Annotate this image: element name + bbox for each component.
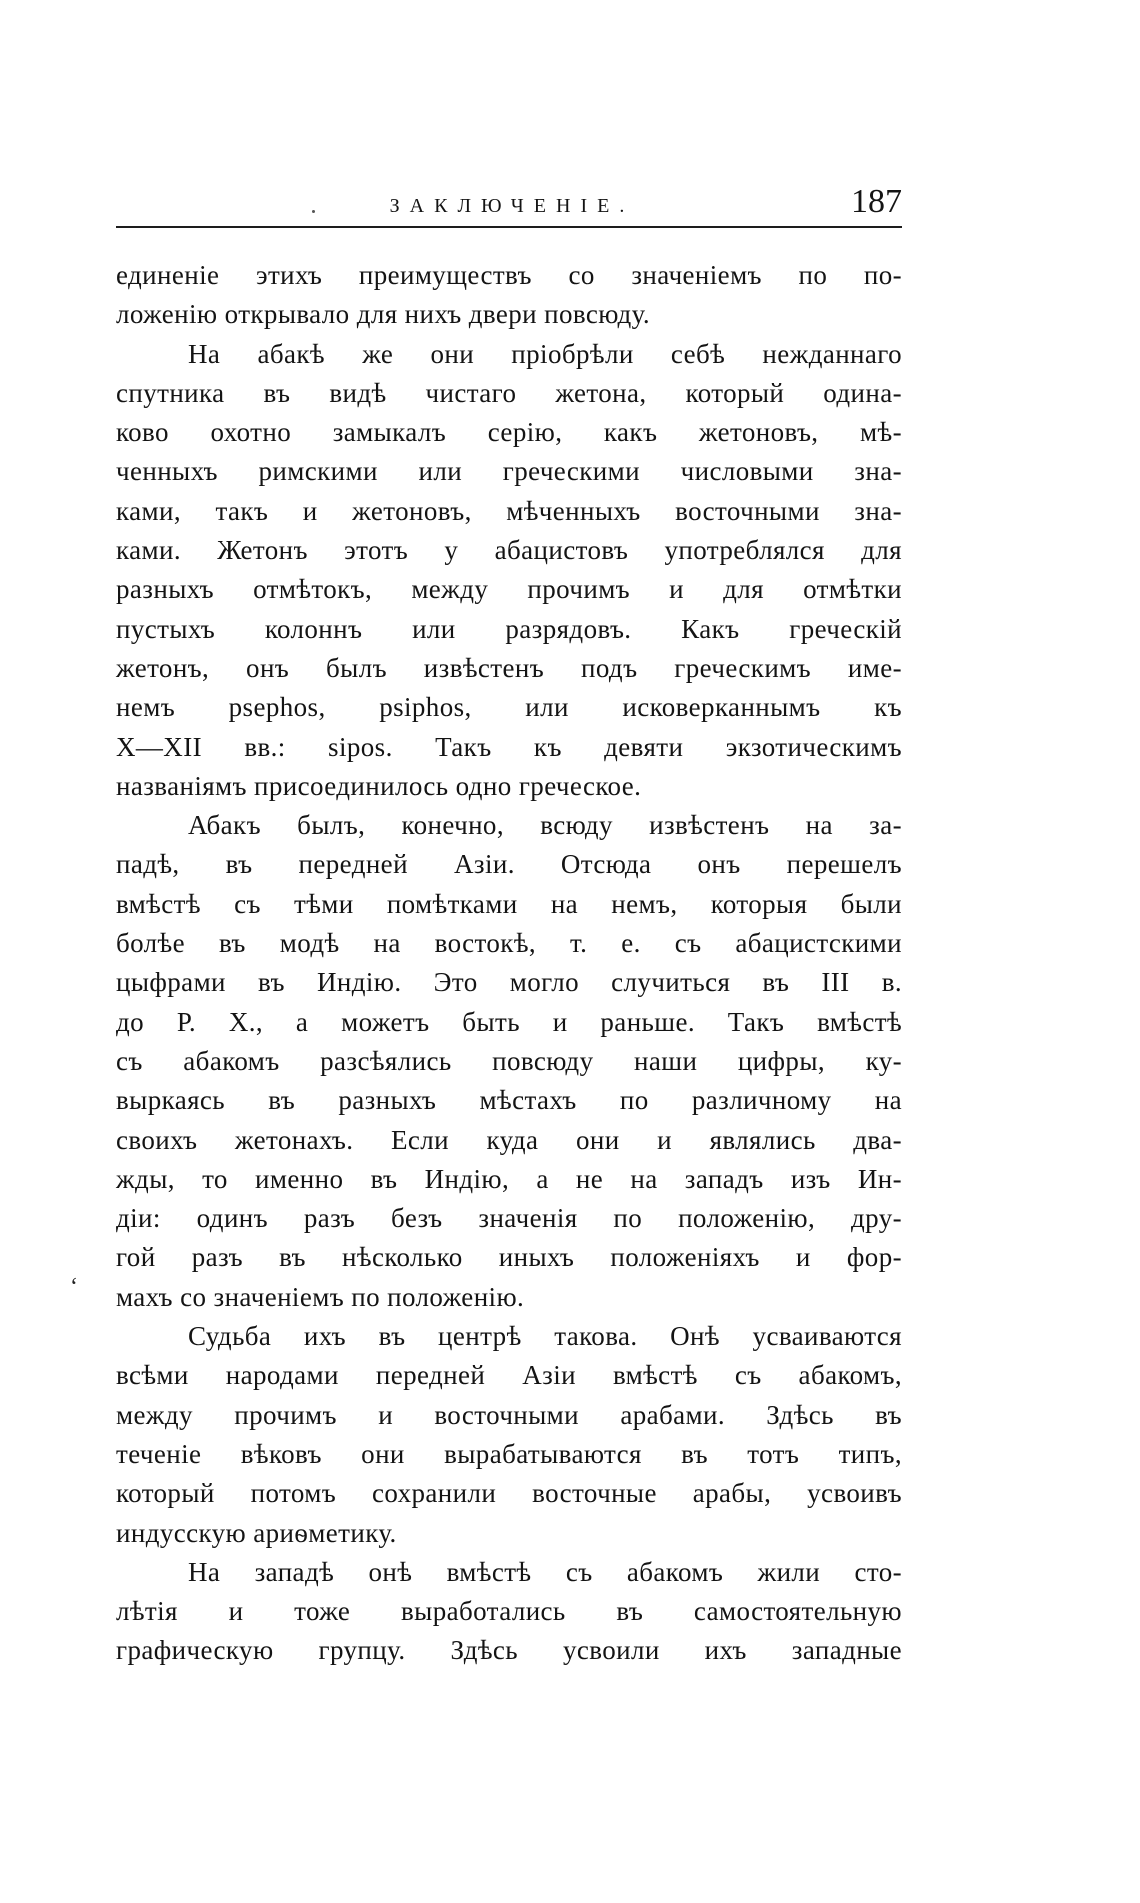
running-title: ЗАКЛЮЧЕНІЕ. xyxy=(389,195,635,217)
paragraph-2 xyxy=(116,335,902,807)
paragraph-4 xyxy=(116,1317,902,1553)
paragraph-3 xyxy=(116,806,902,1317)
text-line: своихъ жетонахъ. Если куда они и являлись два- xyxy=(116,1124,902,1155)
text-line: между прочимъ и восточными арабами. Здѣсь въ xyxy=(116,1399,902,1430)
text-line: гой разъ въ нѣсколько иныхъ положеніяхъ и фор- xyxy=(116,1242,902,1273)
paragraph-1 xyxy=(116,256,902,335)
text-line: болѣе въ модѣ на востокѣ, т. е. съ абацистскими xyxy=(116,928,902,959)
text-line: немъ psephos, psiphos, или исковерканнымъ къ xyxy=(116,692,902,723)
text-line: вмѣстѣ съ тѣми помѣтками на немъ, которыя были xyxy=(116,888,902,919)
page-number: 187 xyxy=(851,183,902,220)
text-line: Абакъ былъ, конечно, всюду извѣстенъ на за- xyxy=(188,810,902,841)
text-line: ками. Жетонъ этотъ у абацистовъ употреблялся для xyxy=(116,535,902,566)
text-line: съ абакомъ разсѣялись повсюду наши цифры, ку- xyxy=(116,1045,902,1076)
text-line: X—XII вв.: sipos. Такъ къ девяти экзотическимъ xyxy=(116,731,902,762)
text-line: Судьба ихъ въ центрѣ такова. Онѣ усваиваются xyxy=(188,1321,902,1352)
text-line: разныхъ отмѣтокъ, между прочимъ и для отмѣтки xyxy=(116,574,902,605)
text-line: На абакѣ же они пріобрѣли себѣ нежданнаго xyxy=(188,338,902,369)
print-speck xyxy=(312,210,315,213)
text-line: названіямъ присоединилось одно греческое. xyxy=(116,770,642,801)
text-line: ченныхъ римскими или греческими числовыми зна- xyxy=(116,456,902,487)
text-line: падѣ, въ передней Азіи. Отсюда онъ перешелъ xyxy=(116,849,902,880)
text-line: выркаясь въ разныхъ мѣстахъ по различному на xyxy=(116,1085,902,1116)
text-line: графическую групцу. Здѣсь усвоили ихъ западные xyxy=(116,1635,902,1666)
text-line: пустыхъ колоннъ или разрядовъ. Какъ греческій xyxy=(116,613,902,644)
text-line: индусскую ариѳметику. xyxy=(116,1517,397,1548)
text-line: лѣтія и тоже выработались въ самостоятельную xyxy=(116,1596,902,1627)
text-line: жды, то именно въ Индію, а не на западъ изъ Ин- xyxy=(116,1163,902,1194)
header-rule xyxy=(116,226,902,228)
text-line: ками, такъ и жетоновъ, мѣченныхъ восточными зна- xyxy=(116,495,902,526)
text-line: единеніе этихъ преимуществъ со значеніемъ по по- xyxy=(116,260,902,290)
text-line: теченіе вѣковъ они вырабатываются въ тотъ типъ, xyxy=(116,1438,902,1469)
text-line: махъ со значеніемъ по положенію. xyxy=(116,1281,525,1312)
text-line: ложенію открывало для нихъ двери повсюду. xyxy=(116,299,650,330)
margin-mark: ‘ xyxy=(70,1274,78,1300)
text-line: діи: одинъ разъ безъ значенія по положенію, дру- xyxy=(116,1203,902,1234)
paragraph-5 xyxy=(116,1553,902,1671)
text-line: до Р. X., а можетъ быть и раньше. Такъ вмѣстѣ xyxy=(116,1006,902,1037)
text-line: На западѣ онѣ вмѣстѣ съ абакомъ жили сто- xyxy=(188,1556,902,1587)
text-line: цыфрами въ Индію. Это могло случиться въ III в. xyxy=(116,967,902,998)
text-line: спутника въ видѣ чистаго жетона, который одина- xyxy=(116,377,902,408)
text-line: жетонъ, онъ былъ извѣстенъ подъ греческимъ име- xyxy=(116,652,902,683)
text-line: всѣми народами передней Азіи вмѣстѣ съ абакомъ, xyxy=(116,1360,902,1391)
page-header xyxy=(116,184,902,224)
body-text xyxy=(116,256,902,1671)
text-line: который потомъ сохранили восточные арабы, усвоивъ xyxy=(116,1478,902,1509)
text-line: ково охотно замыкалъ серію, какъ жетоновъ, мѣ- xyxy=(116,417,902,448)
